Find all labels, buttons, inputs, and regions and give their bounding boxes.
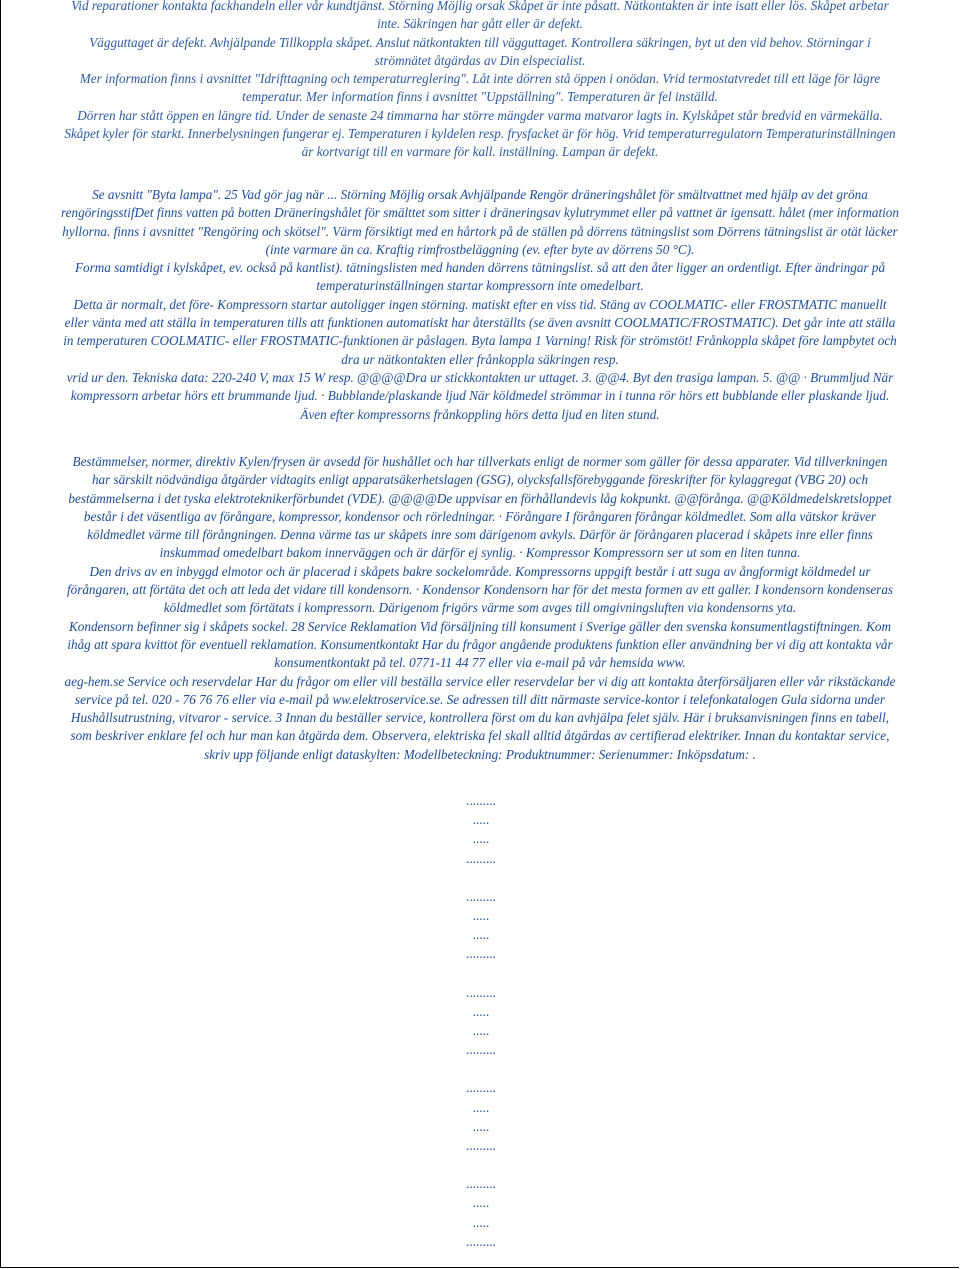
regulations-and-service-text xyxy=(3,453,957,764)
troubleshooting-line: inte. Säkringen har gått eller är defekt. xyxy=(377,16,583,32)
dot-leader: ......... xyxy=(466,1233,496,1249)
troubleshooting-line: Vägguttaget är defekt. Avhjälpande Tillkoppla skåpet. Anslut nätkontakten till vägguttaget. Kontrollera säkringen, byt ut den vid behov. Störningar i xyxy=(89,34,871,50)
troubleshooting-cont-line: eller vänta med att ställa in temperaturen tills att funktionen automatiskt har återställts (se även avsnitt COOLMATIC/FROSTMATIC). Det går inte att ställa xyxy=(64,315,896,331)
troubleshooting-line: temperatur. Mer information finns i avsnittet "Uppställning". Temperaturen är fel inställd. xyxy=(242,89,718,105)
dot-leader: ..... xyxy=(472,1099,490,1115)
troubleshooting-line: Vid reparationer kontakta fackhandeln eller vår kundtjänst. Störning Möjlig orsak Skåpet är inte påsatt. Nätkontakten är inte isatt eller lös. Skåpet arbetar xyxy=(71,0,889,13)
troubleshooting-continued-text xyxy=(3,186,957,424)
dot-leader: ......... xyxy=(466,1042,496,1058)
dot-leader: ..... xyxy=(472,812,490,828)
dot-leader: ..... xyxy=(472,1118,490,1134)
troubleshooting-line: är kortvarigt till en varmare för kall. inställning. Lampan är defekt. xyxy=(301,144,659,160)
service-info-line: Den drivs av en inbyggd elmotor och är placerad i skåpets bakre sockelområde. Kompressorns uppgift består i att suga av ångformigt köldmedel ur xyxy=(89,563,871,579)
service-info-line: konsumentkontakt på tel. 0771-11 44 77 eller via e-mail på vår hemsida www. xyxy=(274,655,686,671)
service-info-line: service på tel. 020 - 76 76 76 eller via e-mail på ww.elektroservice.se. Se adressen till ditt närmaste service-kontor i telefonkatalogen Gula sidorna under xyxy=(74,691,885,707)
dot-leader: ......... xyxy=(466,888,496,904)
troubleshooting-line: Skåpet kyler för starkt. Innerbelysningen fungerar ej. Temperaturen i kyldelen resp. frysfacket är för hög. Vrid temperaturregulatorn Temperaturinställningen xyxy=(64,126,896,142)
dot-leader: ......... xyxy=(466,793,496,808)
form-fill-dots xyxy=(441,791,521,1251)
service-info-line: köldmedlet värme till förångningen. Denna värme tas ur skåpets inre som därigenom avkyls. Därför är förångaren placerad i skåpets inre eller finns xyxy=(87,527,873,543)
service-info-line: Hushållsutrustning, vitvaror - service. 3 Innan du beställer service, kontrollera först om du kan avhjälpa felet själv. Här i bruksanvisningen finns en tabell, xyxy=(70,710,890,726)
service-info-line: förångaren, att förtäta det och att leda det vidare till kondensorn. · Kondensor Kondensorn har för det mesta formen av ett galler. I kondensorn kondenseras xyxy=(66,582,894,598)
troubleshooting-cont-line: Forma samtidigt i kylskåpet, ev. också på kantlist). tätningslisten med handen dörrens tätningslist. så att den åter ligger an ordentligt. Efter ändringar på xyxy=(74,260,886,276)
dot-leader: ......... xyxy=(466,1138,496,1154)
troubleshooting-table-text xyxy=(3,0,957,162)
service-info-line: bestämmelserna i det tyska elektroteknikerförbundet (VDE). @@@@De uppvisar en förhållandevis låg kokpunkt. @@förånga. @@Köldmedelskretsloppet xyxy=(68,490,892,506)
troubleshooting-cont-line: dra ur nätkontakten eller frånkoppla säkringen resp. xyxy=(341,351,619,367)
troubleshooting-line: Mer information finns i avsnittet "Idrifttagning och temperaturreglering". Låt inte dörren stå öppen i onödan. Vrid termostatvredet till ett läge för lägre xyxy=(79,71,881,87)
service-info-line: Kondensorn befinner sig i skåpets sockel. 28 Service Reklamation Vid försäljning till konsument i Sverige gäller den svenska konsumentlagstiftningen. Kom xyxy=(68,618,891,634)
troubleshooting-cont-line: Även efter kompressorns frånkoppling hörs detta ljud en liten stund. xyxy=(300,406,660,422)
troubleshooting-cont-line: rengöringsstifDet finns vatten på botten Dräneringshålet för smälttet som sitter i dräneringsav kylutrymmet eller på vattnet är igensatt. hålet (mer information xyxy=(61,205,899,221)
troubleshooting-cont-line: Se avsnitt "Byta lampa". 25 Vad gör jag när ... Störning Möjlig orsak Avhjälpande Rengör dräneringshålet för smältvattnet med hjälp av det gröna xyxy=(92,187,868,202)
service-info-line: som beskriver enklare fel och hur man kan åtgärda dem. Observera, elektriska fel skall alltid åtgärdas av certifierad elektriker. Innan du kontaktar service, xyxy=(70,728,890,744)
troubleshooting-cont-line: Detta är normalt, det före- Kompressorn startar autoligger ingen störning. matiskt efter en viss tid. Stäng av COOLMATIC- eller FROSTMATIC manuellt xyxy=(73,296,887,312)
troubleshooting-cont-line: in temperaturen COOLMATIC- eller FROSTMATIC-funktionen är påslagen. Byta lampa 1 Varning! Risk för strömstöt! Frånkoppla skåpet före lampbytet och xyxy=(63,333,897,349)
troubleshooting-cont-line: (inte varmare än ca. Kraftig rimfrostbeläggning (ev. efter byte av dörrens 50 °C). xyxy=(265,241,695,257)
service-info-line: har särskilt nödvändiga åtgärder vidtagits enligt apparatsäkerhetslagen (GSG), olycksfallsförebyggande föreskrifter för kylaggregat (VBG 20) och xyxy=(91,472,869,488)
service-info-line: skriv upp följande enligt dataskylten: Modellbeteckning: Produktnummer: Serienummer: Inköpsdatum: . xyxy=(204,746,756,762)
troubleshooting-cont-line: vrid ur den. Tekniska data: 220-240 V, max 15 W resp. @@@@Dra ur stickkontakten ur uttaget. 3. @@4. Byt den trasiga lampan. 5. @@ · Brummljud När xyxy=(66,369,894,385)
service-info-line: inskummad omedelbart bakom innerväggen och är därför ej synlig. · Kompressor Kompressorn ser ut som en liten tunna. xyxy=(159,545,801,561)
dot-leader: ..... xyxy=(472,908,490,924)
service-info-line: köldmedlet som förtätats i kompressorn. Därigenom frigörs värme som avges till omgivningsluften via kondensorns yta. xyxy=(163,600,797,616)
dot-leader: ......... xyxy=(466,946,496,962)
troubleshooting-cont-line: kompressorn arbetar hörs ett brummande ljud. · Bubblande/plaskande ljud När köldmedel strömmar in i tunna rör hörs ett bubblande eller plaskande ljud. xyxy=(70,388,890,404)
service-info-line: består i det väsentliga av förångare, kompressor, kondensor och rörledningar. · Förångare I förångaren förångar köldmedlet. Som alla vätskor kräver xyxy=(83,508,877,524)
dot-leader: ......... xyxy=(466,1176,496,1192)
service-info-line: ihåg att spara kvittot för eventuell reklamation. Konsumentkontakt Har du frågor angående produktens funktion eller användning ber vi dig att kontakta vår xyxy=(67,636,893,652)
service-info-line: Bestämmelser, normer, direktiv Kylen/frysen är avsedd för hushållet och har tillverkats enligt de normer som gäller för dessa apparater. Vid tillverkningen xyxy=(72,454,888,469)
dot-leader: ..... xyxy=(472,1214,490,1230)
troubleshooting-line: strömnätet åtgärdas av Din elspecialist. xyxy=(374,52,586,68)
troubleshooting-cont-line: hyllorna. finns i avsnittet "Rengöring och skötsel". Värm försiktigt med en hårtork på de ställen på dörrens tätningslist som Dörrens tätningslist är otät läcker xyxy=(62,223,898,239)
dot-leader: ......... xyxy=(466,850,496,866)
service-info-line: aeg-hem.se Service och reservdelar Har du frågor om eller vill beställa service eller reservdelar ber vi dig att kontakta återförsäljaren eller vår rikstäckande xyxy=(64,673,896,689)
dot-leader: ......... xyxy=(466,984,496,1000)
troubleshooting-cont-line: temperaturinställningen startar kompressorn inte omedelbart. xyxy=(316,278,644,294)
dot-leader: ..... xyxy=(472,1023,490,1039)
dot-leader: ......... xyxy=(466,1080,496,1096)
dot-leader: ..... xyxy=(472,1003,490,1019)
dot-leader: ..... xyxy=(472,927,490,943)
dot-leader: ..... xyxy=(472,1195,490,1211)
dot-leader: ..... xyxy=(472,831,490,847)
troubleshooting-line: Dörren har stått öppen en längre tid. Under de senaste 24 timmarna har större mängder varma matvaror lagts in. Kylskåpet står bredvid en värmekälla. xyxy=(77,107,883,123)
